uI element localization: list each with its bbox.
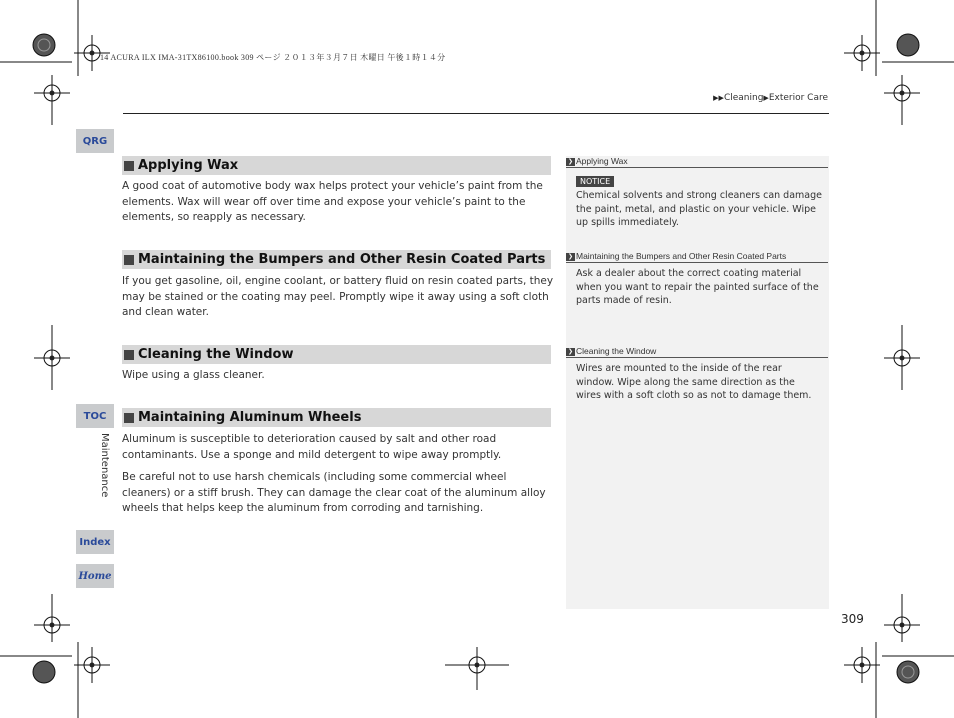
notice-badge: NOTICE <box>576 176 614 187</box>
note-arrow-icon: ❯ <box>567 253 574 260</box>
section-heading-applying-wax: Applying Wax <box>122 156 551 175</box>
side-note-heading-window: ❯ Cleaning the Window <box>566 346 828 358</box>
section-heading-window: Cleaning the Window <box>122 345 551 364</box>
breadcrumb <box>713 93 828 103</box>
section-body-wheels-1: Aluminum is susceptible to deterioration caused by salt and other road contaminants. Use a sponge and mild detergent to wipe away promptly. <box>122 433 502 461</box>
qrg-button[interactable]: QRG <box>76 129 114 153</box>
section-heading-aluminum-wheels: Maintaining Aluminum Wheels <box>122 408 551 427</box>
breadcrumb-arrow-icon: ▶▶ <box>713 94 724 102</box>
side-note-text-bumpers: Ask a dealer about the correct coating material when you want to repair the painted surface of the parts made of resin. <box>576 268 819 306</box>
section-body-bumpers: If you get gasoline, oil, engine coolant, or battery fluid on resin coated parts, they may be stained or the coating may peel. Promptly wipe it away using a soft cloth and clean water. <box>122 275 554 318</box>
breadcrumb-exterior-care: Exterior Care <box>768 93 828 103</box>
home-button[interactable]: Home <box>76 564 114 588</box>
chapter-tab-label: Maintenance <box>99 433 110 498</box>
note-arrow-icon: ❯ <box>567 348 574 355</box>
header-rule <box>123 113 829 114</box>
index-button[interactable]: Index <box>76 530 114 554</box>
breadcrumb-cleaning[interactable]: Cleaning <box>723 93 764 103</box>
section-heading-bumpers: Maintaining the Bumpers and Other Resin Coated Parts <box>122 250 551 269</box>
square-bullet-icon <box>124 161 134 171</box>
section-body-wheels-2: Be careful not to use harsh chemicals (including some commercial wheel cleaners) or a stiff brush. They can damage the clear coat of the aluminum alloy wheels that helps keep the aluminum from corroding and tarnishing. <box>122 471 546 514</box>
square-bullet-icon <box>124 350 134 360</box>
side-note-heading-bumpers: ❯ Maintaining the Bumpers and Other Resin Coated Parts <box>566 251 828 263</box>
page-number: 309 <box>841 612 864 626</box>
square-bullet-icon <box>124 255 134 265</box>
section-body-applying-wax: A good coat of automotive body wax helps protect your vehicle’s paint from the elements. Wax will wear off over time and expose your vehicle’s paint to the elements, so reapply as necessary. <box>122 180 543 223</box>
side-note-text-wax: Chemical solvents and strong cleaners can damage the paint, metal, and plastic on your vehicle. Wipe up spills immediately. <box>576 190 822 228</box>
print-header: 14 ACURA ILX IMA-31TX86100.book 309 ページ ２０１３年３月７日 木曜日 午後１時１４分 <box>100 53 446 62</box>
side-note-heading-wax: ❯ Applying Wax <box>566 156 828 168</box>
square-bullet-icon <box>124 413 134 423</box>
breadcrumb-arrow-icon: ▶ <box>763 94 769 102</box>
section-body-window: Wipe using a glass cleaner. <box>122 369 265 381</box>
side-note-text-window: Wires are mounted to the inside of the rear window. Wipe along the same direction as the wires with a soft cloth so as not to damage them. <box>576 363 812 401</box>
toc-button[interactable]: TOC <box>76 404 114 428</box>
note-arrow-icon: ❯ <box>567 158 574 165</box>
